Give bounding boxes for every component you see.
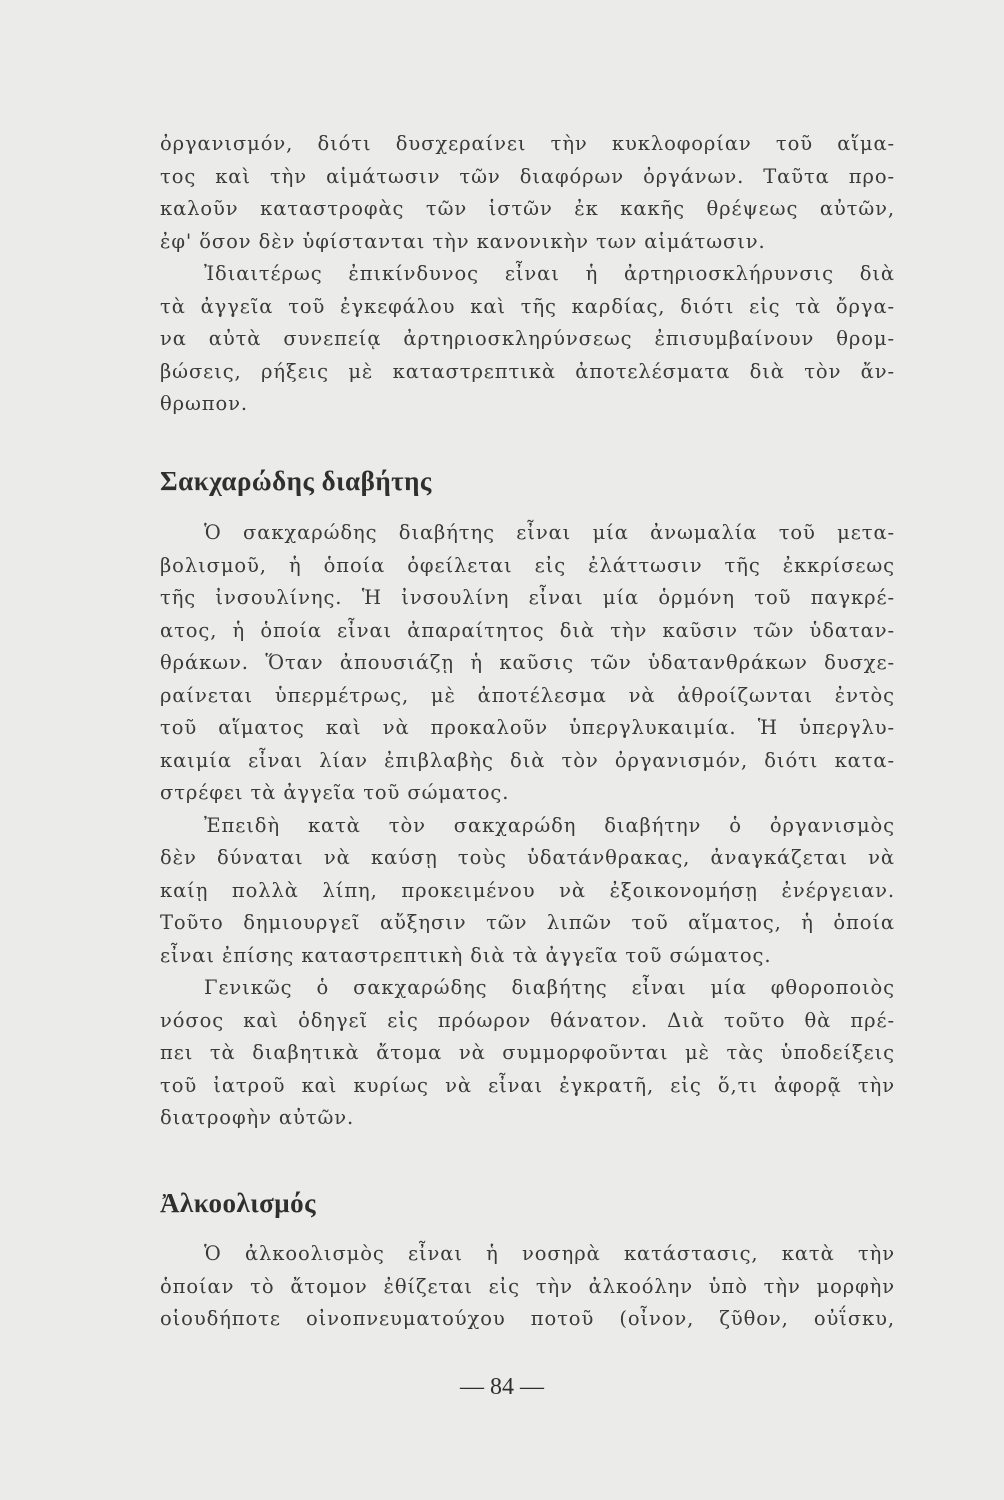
- paragraph-line: στρέφει τὰ ἀγγεῖα τοῦ σώματος.: [160, 781, 510, 804]
- paragraph-line: διατροφὴν αὐτῶν.: [160, 1106, 355, 1129]
- paragraph-line: καίῃ πολλὰ λίπη, προκειμένου νὰ ἐξοικονομήσῃ ἐνέργειαν.: [160, 878, 895, 902]
- paragraph-line: εἶναι ἐπίσης καταστρεπτικὴ διὰ τὰ ἀγγεῖα τοῦ σώματος.: [160, 943, 772, 967]
- paragraph-line: πει τὰ διαβητικὰ ἄτομα νὰ συμμορφοῦνται μὲ τὰς ὑποδείξεις: [160, 1041, 895, 1064]
- paragraph-line: Ἰδιαιτέρως ἐπικίνδυνος εἶναι ἡ ἀρτηριοσκλήρυνσις διὰ: [204, 262, 895, 285]
- section-heading-diabetes: Σακχαρώδης διαβήτης: [160, 466, 432, 496]
- paragraph-line: τὰ ἀγγεῖα τοῦ ἐγκεφάλου καὶ τῆς καρδίας, διότι εἰς τὰ ὄργα-: [160, 294, 895, 318]
- paragraph-line: βολισμοῦ, ἡ ὁποία ὀφείλεται εἰς ἐλάττωσιν τῆς ἐκκρίσεως: [160, 553, 895, 577]
- page-number: — 84 —: [460, 1374, 544, 1400]
- paragraph-line: Γενικῶς ὁ σακχαρώδης διαβήτης εἶναι μία φθοροποιὸς: [204, 976, 895, 999]
- text-block-top: [160, 128, 895, 421]
- paragraph-line: ὁποίαν τὸ ἄτομον ἐθίζεται εἰς τὴν ἀλκοόλην ὑπὸ τὴν μορφὴν: [160, 1274, 895, 1298]
- paragraph-line: Τοῦτο δημιουργεῖ αὔξησιν τῶν λιπῶν τοῦ αἵματος, ἡ ὁποία: [160, 911, 895, 934]
- paragraph-line: τῆς ἰνσουλίνης. Ἡ ἰνσουλίνη εἶναι μία ὁρμόνη τοῦ παγκρέ-: [160, 586, 895, 609]
- paragraph-line: να αὐτὰ συνεπείᾳ ἀρτηριοσκληρύνσεως ἐπισυμβαίνουν θρομ-: [160, 327, 895, 350]
- paragraph-line: τοῦ αἵματος καὶ νὰ προκαλοῦν ὑπεργλυκαιμία. Ἡ ὑπεργλυ-: [160, 716, 895, 739]
- paragraph-line: νόσος καὶ ὁδηγεῖ εἰς πρόωρον θάνατον. Διὰ τοῦτο θὰ πρέ-: [160, 1008, 895, 1032]
- paragraph-line: καλοῦν καταστροφὰς τῶν ἱστῶν ἐκ κακῆς θρέψεως αὐτῶν,: [160, 197, 895, 220]
- paragraph-line: βώσεις, ρήξεις μὲ καταστρεπτικὰ ἀποτελέσματα διὰ τὸν ἄν-: [160, 359, 895, 383]
- paragraph-line: Ἐπειδὴ κατὰ τὸν σακχαρώδη διαβήτην ὁ ὀργανισμὸς: [204, 813, 895, 837]
- paragraph-line: ὀργανισμόν, διότι δυσχεραίνει τὴν κυκλοφορίαν τοῦ αἵμα-: [160, 132, 895, 155]
- paragraph-line: Ὁ σακχαρώδης διαβήτης εἶναι μία ἀνωμαλία τοῦ μετα-: [204, 521, 895, 544]
- paragraph-line: θρωπον.: [160, 392, 249, 415]
- paragraph-line: Ὁ ἀλκοολισμὸς εἶναι ἡ νοσηρὰ κατάστασις, κατὰ τὴν: [204, 1242, 895, 1265]
- text-block-diabetes: [160, 517, 895, 1135]
- paragraph-line: τοῦ ἰατροῦ καὶ κυρίως νὰ εἶναι ἐγκρατῆ, εἰς ὅ,τι ἀφορᾷ τὴν: [160, 1073, 895, 1097]
- paragraph-line: ραίνεται ὑπερμέτρως, μὲ ἀποτέλεσμα νὰ ἀθροίζωνται ἐντὸς: [160, 683, 895, 707]
- text-block-alcoholism: [160, 1238, 895, 1336]
- paragraph-line: ἐφ' ὅσον δὲν ὑφίστανται τὴν κανονικὴν των αἱμάτωσιν.: [160, 229, 766, 253]
- paragraph-line: ατος, ἡ ὁποία εἶναι ἀπαραίτητος διὰ τὴν καῦσιν τῶν ὑδαταν-: [160, 618, 895, 642]
- paragraph-line: δὲν δύναται νὰ καύσῃ τοὺς ὑδατάνθρακας, ἀναγκάζεται νὰ: [160, 846, 895, 869]
- paragraph-line: καιμία εἶναι λίαν ἐπιβλαβὴς διὰ τὸν ὀργανισμόν, διότι κατα-: [160, 748, 895, 772]
- section-heading-alcoholism: Ἀλκοολισμός: [160, 1188, 316, 1218]
- paragraph-line: θράκων. Ὅταν ἀπουσιάζῃ ἡ καῦσις τῶν ὑδατανθράκων δυσχε-: [160, 651, 895, 674]
- paragraph-line: τος καὶ τὴν αἱμάτωσιν τῶν διαφόρων ὀργάνων. Ταῦτα προ-: [160, 164, 895, 188]
- paragraph-line: οἱουδήποτε οἰνοπνευματούχου ποτοῦ (οἶνον, ζῦθον, οὐΐσκυ,: [160, 1307, 895, 1330]
